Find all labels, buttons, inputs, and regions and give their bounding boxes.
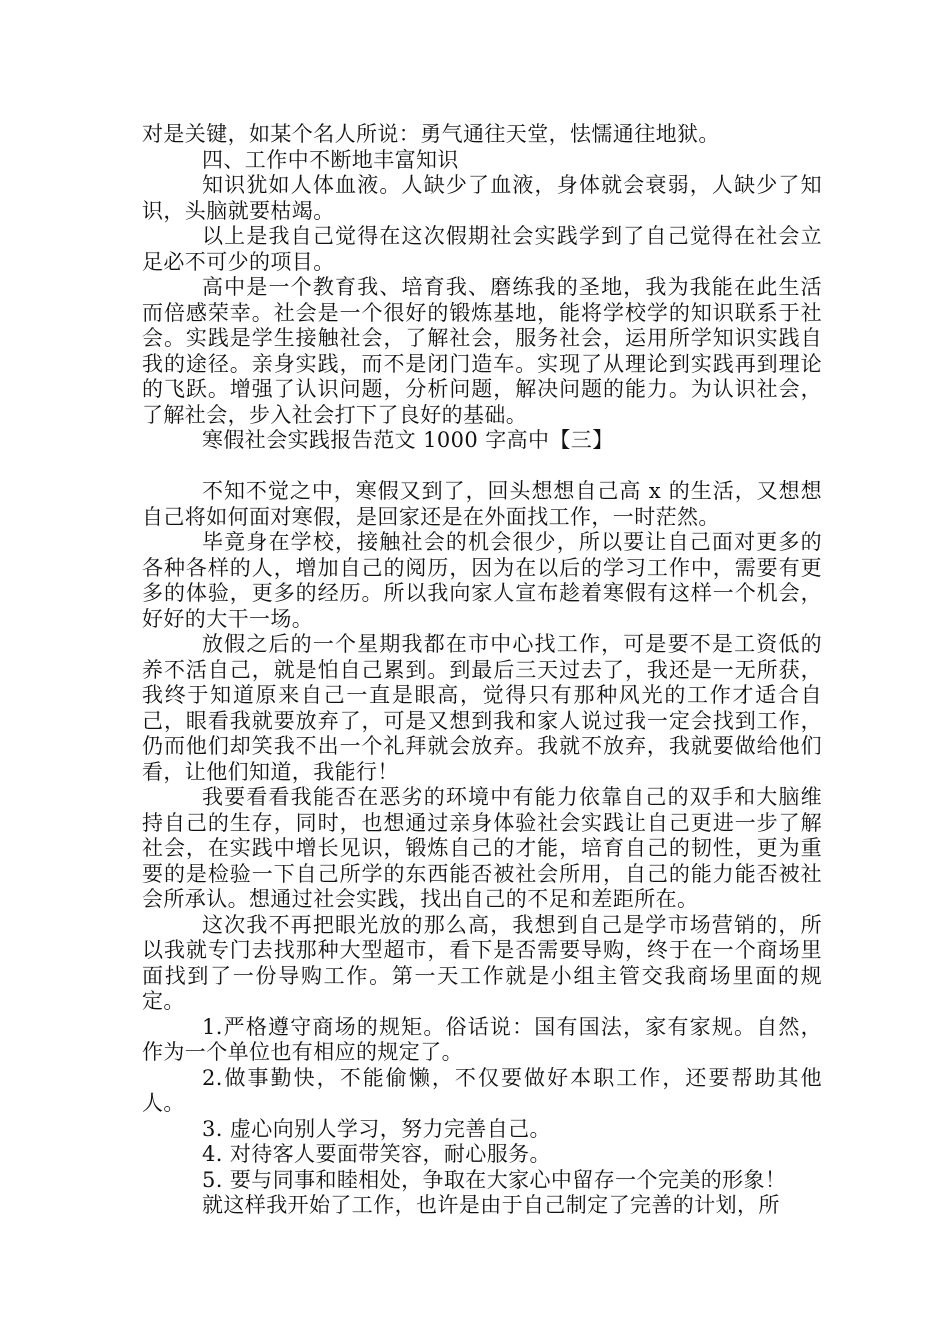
- rule-item-3: 3. 虚心向别人学习，努力完善自己。: [202, 1116, 551, 1141]
- rule-item-2: 2.做事勤快，不能偷懒，不仅要做好本职工作，还要帮助其他人。: [142, 1065, 822, 1115]
- paragraph-start-work: 就这样我开始了工作，也许是由于自己制定了完善的计划，所: [202, 1193, 780, 1217]
- rule-item-1: 1.严格遵守商场的规矩。俗话说：国有国法，家有家规。自然，作为一个单位也有相应的规定了。: [142, 1014, 822, 1064]
- article-title-3: 寒假社会实践报告范文 1000 字高中【三】: [202, 428, 614, 452]
- paragraph-job-hunt: 放假之后的一个星期我都在市中心找工作，可是要不是工资低的养不活自己，就是怕自己累到。到最后三天过去了，我还是一无所获，我终于知道原来自己一直是眼高，觉得只有那种风光的工作才适合自己，眼看我就要放弃了，可是又想到我和家人说过我一定会找到工作，仍而他们却笑我不出一个礼拜就会放弃。我就不放弃，我就要做给他们看，让他们知道，我能行！: [142, 632, 822, 784]
- paragraph-school-life: 毕竟身在学校，接触社会的机会很少，所以要让自己面对更多的各种各样的人，增加自己的阅历，因为在以后的学习工作中，需要有更多的体验，更多的经历。所以我向家人宣布趁着寒假有这样一个机会，好好的大干一场。: [142, 530, 822, 631]
- section-heading-4: 四、工作中不断地丰富知识: [202, 147, 459, 172]
- paragraph-1: 对是关键，如某个名人所说：勇气通往天堂，怯懦通往地狱。: [142, 122, 720, 146]
- paragraph-winter-break: 不知不觉之中，寒假又到了，回头想想自己高 x 的生活，又想想自己将如何面对寒假，是回家还是在外面找工作，一时茫然。: [142, 479, 822, 529]
- rule-item-5: 5. 要与同事和睦相处，争取在大家心中留存一个完美的形象！: [202, 1167, 787, 1192]
- paragraph-self-reliance: 我要看看我能否在恶劣的环境中有能力依靠自己的双手和大脑维持自己的生存，同时，也想通过亲身体验社会实践让自己更进一步了解社会，在实践中增长见识，锻炼自己的才能，培育自己的韧性，更为重要的是检验一下自己所学的东西能否被社会所用，自己的能力能否被社会所承认。想通过社会实践，找出自己的不足和差距所在。: [142, 785, 822, 911]
- blank-line: [142, 454, 822, 480]
- paragraph-knowledge: 知识犹如人体血液。人缺少了血液，身体就会衰弱，人缺少了知识，头脑就要枯竭。: [142, 173, 822, 223]
- document-body: [142, 122, 822, 1219]
- paragraph-shopping-guide: 这次我不再把眼光放的那么高，我想到自己是学市场营销的，所以我就专门去找那种大型超市，看下是否需要导购，终于在一个商场里面找到了一份导购工作。第一天工作就是小组主管交我商场里面的规定。: [142, 912, 822, 1013]
- paragraph-summary: 以上是我自己觉得在这次假期社会实践学到了自己觉得在社会立足必不可少的项目。: [142, 224, 822, 274]
- rule-item-4: 4. 对待客人要面带笑容，耐心服务。: [202, 1142, 551, 1166]
- paragraph-high-school: 高中是一个教育我、培育我、磨练我的圣地，我为我能在此生活而倍感荣幸。社会是一个很好的锻炼基地，能将学校学的知识联系于社会。实践是学生接触社会，了解社会，服务社会，运用所学知识实践自我的途径。亲身实践，而不是闭门造车。实现了从理论到实践再到理论的飞跃。增强了认识问题，分析问题，解决问题的能力。为认识社会，了解社会，步入社会打下了良好的基础。: [142, 275, 822, 427]
